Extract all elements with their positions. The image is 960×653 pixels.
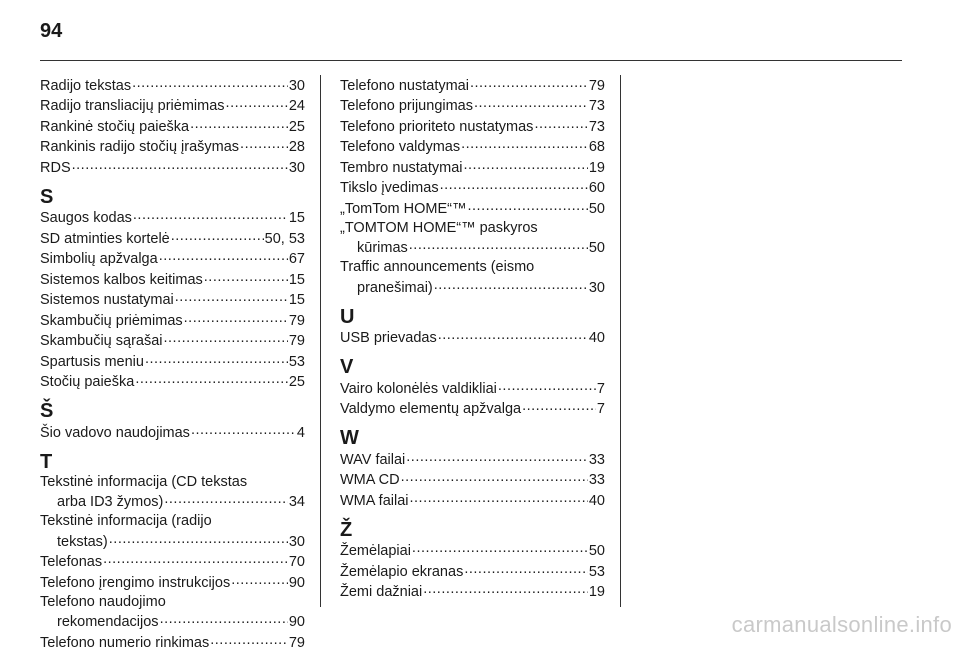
entry-page-ref: 73: [588, 118, 605, 135]
entry-page-ref: 30: [288, 159, 305, 176]
entry-label: Radijo transliacijų priėmimas: [40, 98, 225, 114]
dot-leader: [135, 372, 288, 387]
dot-leader: [461, 137, 588, 152]
entry-page-ref: 19: [588, 584, 605, 600]
index-entry: [40, 137, 305, 158]
entry-label: Radijo tekstas: [40, 77, 132, 94]
index-entry: [340, 541, 605, 562]
dot-leader: [240, 137, 288, 152]
entry-label: pranešimai): [357, 279, 433, 296]
entry-label: Tikslo įvedimas: [340, 180, 439, 196]
entry-label: Spartusis meniu: [40, 353, 144, 370]
entry-label: „TomTom HOME“™: [340, 200, 467, 217]
index-entry: [340, 378, 605, 399]
entry-label: Telefonas: [40, 554, 103, 570]
section-letter: U: [340, 305, 355, 328]
entry-page-ref: 25: [288, 374, 305, 390]
dot-leader: [72, 157, 288, 172]
dot-leader: [412, 541, 588, 556]
index-entry: [40, 612, 305, 633]
index-entry: [340, 277, 605, 298]
entry-page-ref: 79: [288, 634, 305, 651]
entry-label: Saugos kodas: [40, 210, 132, 226]
index-entry: [40, 208, 305, 229]
entry-label: Telefono numerio rinkimas: [40, 634, 210, 651]
index-entry: [40, 531, 305, 552]
entry-label: Rankinis radijo stočių įrašymas: [40, 139, 240, 155]
entry-label: Žemėlapio ekranas: [340, 563, 464, 580]
dot-leader: [191, 422, 296, 437]
entry-first-line: Telefono naudojimo: [40, 593, 166, 610]
index-entry: [340, 116, 605, 137]
dot-leader: [164, 492, 287, 507]
dot-leader: [470, 75, 588, 90]
entry-label: Simbolių apžvalga: [40, 251, 158, 267]
index-column-1: [40, 75, 305, 653]
entry-label: Valdymo elementų apžvalga: [340, 401, 522, 417]
section-letter: W: [340, 427, 359, 449]
entry-page-ref: 15: [288, 292, 305, 308]
dot-leader: [434, 277, 588, 292]
dot-leader: [210, 632, 288, 647]
entry-label: tekstas): [57, 533, 108, 550]
entry-page-ref: 73: [588, 98, 605, 114]
entry-page-ref: 79: [288, 312, 305, 329]
column-divider: [320, 75, 321, 607]
entry-page-ref: 50: [588, 543, 605, 559]
entry-first-line: „TOMTOM HOME“™ paskyros: [340, 219, 538, 236]
dot-leader: [190, 116, 288, 131]
entry-page-ref: 40: [588, 492, 605, 509]
index-entry: [40, 290, 305, 311]
dot-leader: [423, 582, 588, 597]
entry-page-ref: 30: [588, 279, 605, 296]
dot-leader: [175, 290, 288, 305]
entry-label: arba ID3 žymos): [57, 494, 164, 510]
dot-leader: [184, 310, 288, 325]
index-entry: [340, 75, 605, 96]
entry-label: Šio vadovo naudojimas: [40, 424, 190, 441]
entry-label: Telefono prijungimas: [340, 98, 473, 114]
index-entry: [40, 572, 305, 593]
entry-page-ref: 7: [596, 380, 605, 397]
dot-leader: [109, 531, 288, 546]
entry-page-ref: 7: [596, 401, 605, 417]
dot-leader: [522, 399, 596, 414]
index-entry: [40, 351, 305, 372]
entry-page-ref: 33: [588, 451, 605, 468]
index-entry: [40, 331, 305, 352]
index-entry: [40, 249, 305, 270]
dot-leader: [409, 238, 588, 253]
entry-page-ref: 40: [588, 330, 605, 346]
entry-first-line: Tekstinė informacija (CD tekstas: [40, 473, 248, 490]
entry-label: Stočių paieška: [40, 374, 135, 390]
entry-page-ref: 19: [588, 159, 605, 176]
entry-label: Rankinė stočių paieška: [40, 118, 190, 135]
index-entry: [340, 238, 605, 259]
entry-page-ref: 53: [588, 563, 605, 580]
entry-page-ref: 90: [288, 614, 305, 630]
dot-leader: [410, 490, 588, 505]
entry-page-ref: 24: [288, 98, 305, 114]
section-letter: Ž: [340, 518, 353, 541]
entry-label: kūrimas: [357, 240, 408, 256]
index-entry: [340, 328, 605, 349]
entry-page-ref: 50, 53: [264, 230, 305, 247]
dot-leader: [160, 612, 288, 627]
dot-leader: [226, 96, 288, 111]
top-rule: [40, 60, 902, 61]
index-entry: [40, 75, 305, 96]
entry-label: Telefono nustatymai: [340, 77, 469, 94]
entry-label: Skambučių priėmimas: [40, 312, 183, 329]
entry-page-ref: 25: [288, 118, 305, 135]
entry-label: WMA failai: [340, 492, 409, 509]
index-entry: [340, 198, 605, 219]
index-entry: [340, 582, 605, 603]
entry-label: Skambučių sąrašai: [40, 333, 163, 349]
entry-page-ref: 60: [588, 180, 605, 196]
index-entry: [340, 449, 605, 470]
index-entry: [340, 399, 605, 420]
entry-label: Telefono įrengimo instrukcijos: [40, 574, 231, 591]
section-letter: S: [40, 185, 54, 208]
dot-leader: [406, 449, 588, 464]
index-entry: [40, 116, 305, 137]
entry-page-ref: 30: [288, 77, 305, 94]
entry-label: Telefono valdymas: [340, 139, 461, 155]
dot-leader: [159, 249, 288, 264]
dot-leader: [464, 561, 588, 576]
section-letter: Š: [40, 400, 54, 422]
entry-page-ref: 68: [588, 139, 605, 155]
entry-page-ref: 4: [296, 424, 305, 441]
index-entry: [40, 269, 305, 290]
index-entry: [40, 422, 305, 443]
entry-page-ref: 15: [288, 271, 305, 288]
dot-leader: [164, 331, 288, 346]
entry-page-ref: 90: [288, 574, 305, 591]
entry-page-ref: 33: [588, 472, 605, 488]
entry-label: Tembro nustatymai: [340, 159, 463, 176]
entry-label: RDS: [40, 159, 71, 176]
entry-label: USB prievadas: [340, 330, 437, 346]
dot-leader: [145, 351, 288, 366]
watermark: carmanualsonline.info: [731, 612, 952, 637]
entry-page-ref: 79: [588, 77, 605, 94]
index-entry: [340, 490, 605, 511]
column-divider: [620, 75, 621, 607]
dot-leader: [438, 328, 588, 343]
entry-first-line: Traffic announcements (eismo: [340, 259, 535, 275]
entry-label: Sistemos nustatymai: [40, 292, 174, 308]
index-entry: [340, 178, 605, 199]
entry-label: Telefono prioriteto nustatymas: [340, 118, 534, 135]
index-entry: [40, 157, 305, 178]
entry-page-ref: 53: [288, 353, 305, 370]
index-entry: [40, 492, 305, 513]
entry-page-ref: 79: [288, 333, 305, 349]
entry-label: Vairo kolonėlės valdikliai: [340, 380, 497, 397]
index-entry: [340, 137, 605, 158]
index-column-2: [340, 75, 605, 602]
dot-leader: [204, 269, 288, 284]
dot-leader: [498, 378, 596, 393]
index-entry: [40, 228, 305, 249]
entry-label: Sistemos kalbos keitimas: [40, 271, 203, 288]
entry-page-ref: 67: [288, 251, 305, 267]
index-entry: [40, 96, 305, 117]
entry-label: rekomendacijos: [57, 614, 159, 630]
dot-leader: [231, 572, 288, 587]
index-entry: [340, 96, 605, 117]
page-number: 94: [40, 20, 63, 42]
index-entry: [40, 632, 305, 653]
dot-leader: [133, 208, 288, 223]
index-entry: [340, 561, 605, 582]
entry-page-ref: 28: [288, 139, 305, 155]
entry-page-ref: 50: [588, 200, 605, 217]
dot-leader: [440, 178, 588, 193]
dot-leader: [467, 198, 587, 213]
entry-page-ref: 50: [588, 240, 605, 256]
dot-leader: [464, 157, 588, 172]
dot-leader: [474, 96, 588, 111]
entry-label: SD atminties kortelė: [40, 230, 170, 247]
entry-first-line: Tekstinė informacija (radijo: [40, 513, 212, 529]
entry-page-ref: 70: [288, 554, 305, 570]
dot-leader: [534, 116, 587, 131]
dot-leader: [132, 75, 288, 90]
index-entry: [40, 372, 305, 393]
entry-label: WMA CD: [340, 472, 400, 488]
section-letter: V: [340, 356, 354, 378]
section-letter: T: [40, 450, 53, 473]
entry-label: WAV failai: [340, 451, 406, 468]
entry-page-ref: 30: [288, 533, 305, 550]
dot-leader: [401, 470, 588, 485]
index-entry: [340, 470, 605, 491]
index-entry: [40, 310, 305, 331]
entry-label: Žemi dažniai: [340, 584, 423, 600]
entry-page-ref: 15: [288, 210, 305, 226]
entry-page-ref: 34: [288, 494, 305, 510]
index-entry: [340, 157, 605, 178]
dot-leader: [103, 552, 288, 567]
index-entry: [40, 552, 305, 573]
entry-label: Žemėlapiai: [340, 543, 411, 559]
dot-leader: [171, 228, 264, 243]
